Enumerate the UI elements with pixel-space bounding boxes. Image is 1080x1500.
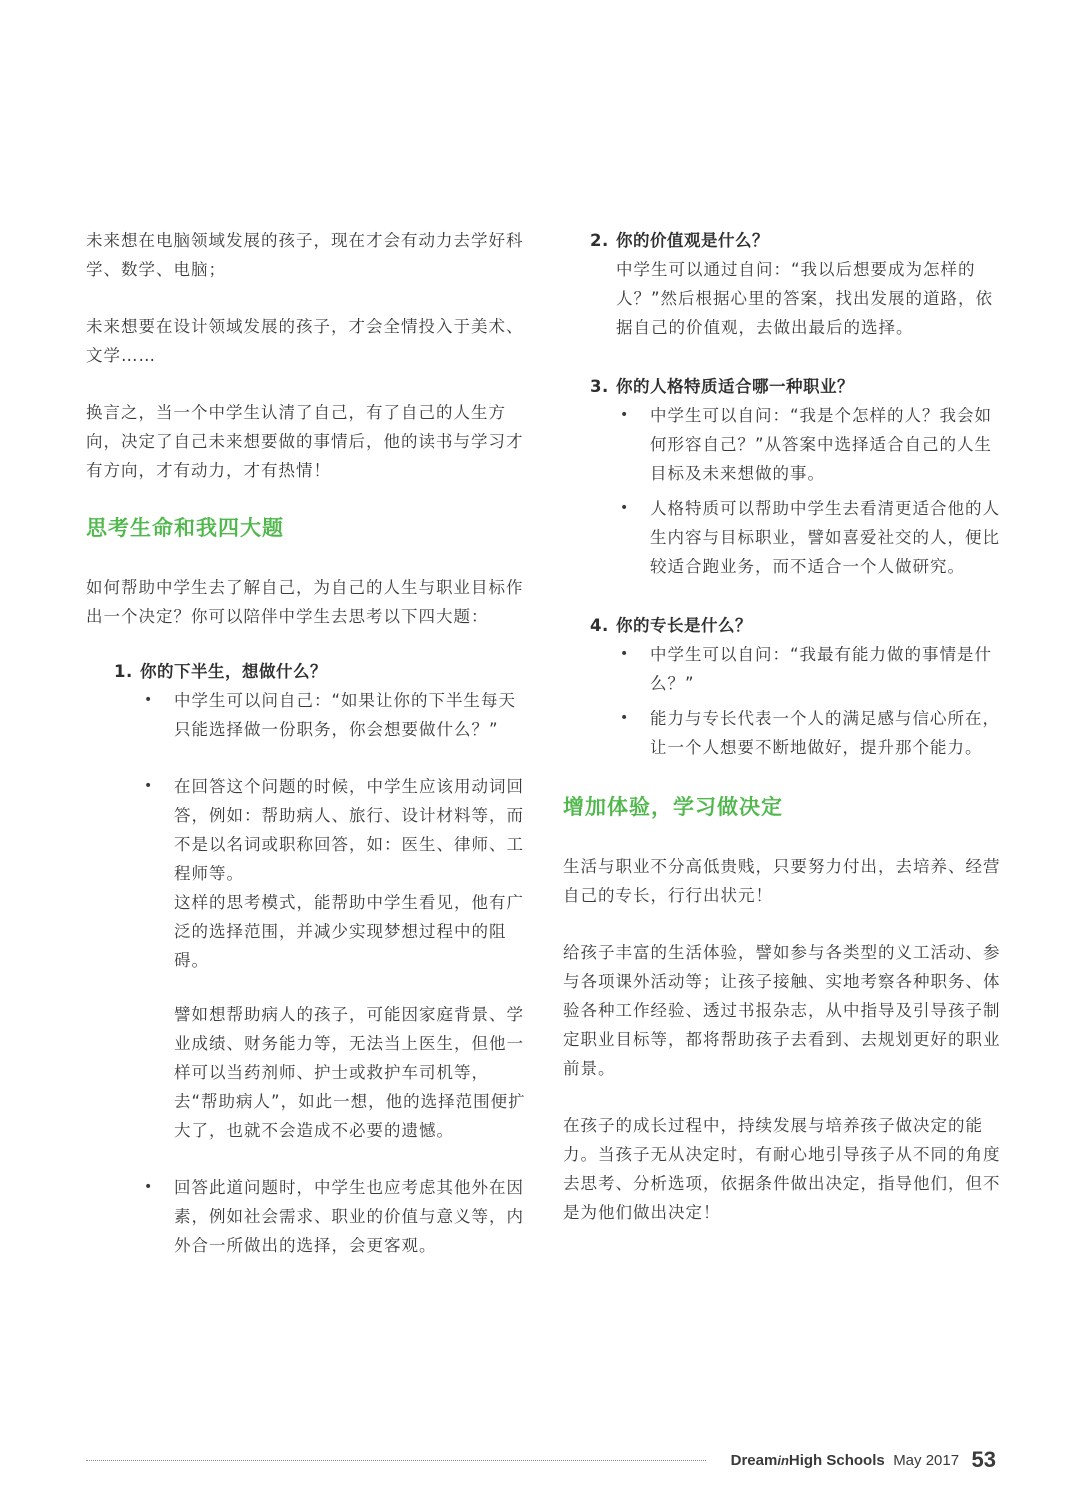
question-1-number: 1. [114,662,133,681]
question-3-bullet-2: • 人格特质可以帮助中学生去看清更适合他的人生内容与目标职业，譬如喜爱社交的人，便比较适合跑业务，而不适合一个人做研究。 [590,494,1002,581]
question-2-body: 中学生可以通过自问：“我以后想要成为怎样的人？”然后根据心里的答案，找出发展的道路，依据自己的价值观，去做出最后的选择。 [616,260,994,337]
page-number: 53 [971,1447,996,1472]
question-1-bullet-2: • 在回答这个问题的时候，中学生应该用动词回答，例如：帮助病人、旅行、设计材料等，而不是以名词或职称回答，如：医生、律师、工程师等。 这样的思考模式，能帮助中学生看见，他有广泛的选择范围，并减少实现梦想过程中的阻碍。 譬如想帮助病人的孩子，可能因家庭背景、学业成绩、财务能力等，无法当上医生，但他一样可以当药剂师、护士或救护车司机等，去“帮助病人”，如此一想，他的选择范围便扩大了，也就不会造成不必要的遗憾。 [114,772,526,1145]
section-heading-experience: 增加体验，学习做决定 [563,795,783,819]
question-3 [590,372,1002,581]
bullet-dot-icon: • [620,407,630,423]
left-column [86,226,526,1286]
paragraph-computer: 未来想在电脑领域发展的孩子，现在才会有动力去学好科学、数学、电脑； [86,231,524,279]
paragraph-no-rank: 生活与职业不分高低贵贱，只要努力付出，去培养、经营自己的专长，行行出状元！ [563,857,1001,905]
question-1 [86,657,526,1260]
bullet-dot-icon: • [144,692,154,708]
question-2-title: 2. 你的价值观是什么？ [590,226,1002,255]
section-heading-four-questions: 思考生命和我四大题 [86,516,284,540]
question-4-bullet-2: • 能力与专长代表一个人的满足感与信心所在，让一个人想要不断地做好，提升那个能力。 [590,704,1002,762]
bullet-dot-icon: • [620,500,630,516]
question-2-number: 2. [590,231,609,250]
question-3-bullet-1: • 中学生可以自问：“我是个怎样的人？我会如何形容自己？”从答案中选择适合自己的人生目标及未来想做的事。 [590,401,1002,488]
question-4 [590,611,1002,762]
question-4-title: 4. 你的专长是什么？ [590,611,1002,640]
bullet-dot-icon: • [144,1179,154,1195]
brand-high-schools: High Schools [788,1452,885,1469]
question-1-title: 1. 你的下半生，想做什么？ [114,657,526,686]
question-4-bullets [590,640,1002,762]
bullet-dot-icon: • [620,710,630,726]
brand-dream: Dream [730,1452,778,1469]
paragraph-summary: 换言之，当一个中学生认清了自己，有了自己的人生方向，决定了自己未来想要做的事情后，他的读书与学习才有方向，才有动力，才有热情！ [86,403,524,480]
bullet-dot-icon: • [144,778,154,794]
section-intro: 如何帮助中学生去了解自己，为自己的人生与职业目标作出一个决定？你可以陪伴中学生去思考以下四大题： [86,578,524,626]
right-column [563,226,1002,1255]
paragraph-design: 未来想要在设计领域发展的孩子，才会全情投入于美术、文学…… [86,317,524,365]
paragraph-decision: 在孩子的成长过程中，持续发展与培养孩子做决定的能力。当孩子无从决定时，有耐心地引导孩子从不同的角度去思考、分析选项，依据条件做出决定，指导他们，但不是为他们做出决定！ [563,1116,1001,1222]
page-footer [86,1445,996,1475]
question-4-bullet-1: • 中学生可以自问：“我最有能力做的事情是什么？” [590,640,1002,698]
question-1-bullet-3: • 回答此道问题时，中学生也应考虑其他外在因素，例如社会需求、职业的价值与意义等，内外合一所做出的选择，会更客观。 [114,1173,526,1260]
brand-in: in [777,1453,789,1468]
question-2 [590,226,1002,342]
question-3-bullets [590,401,1002,581]
question-3-title: 3. 你的人格特质适合哪一种职业？ [590,372,1002,401]
question-1-bullet-1: • 中学生可以问自己：“如果让你的下半生每天只能选择做一份职务，你会想要做什么？” [114,686,526,744]
question-3-number: 3. [590,377,609,396]
paragraph-experience: 给孩子丰富的生活体验，譬如参与各类型的义工活动、参与各项课外活动等；让孩子接触、实地考察各种职务、体验各种工作经验、透过书报杂志，从中指导及引导孩子制定职业目标等，都将帮助孩子去看到、去规划更好的职业前景。 [563,943,1001,1078]
question-4-number: 4. [590,616,609,635]
footer-dotted-rule [86,1460,706,1461]
issue-date: May 2017 [893,1452,960,1469]
bullet-dot-icon: • [620,646,630,662]
question-1-bullets [114,686,526,1260]
footer-brand [731,1445,996,1471]
